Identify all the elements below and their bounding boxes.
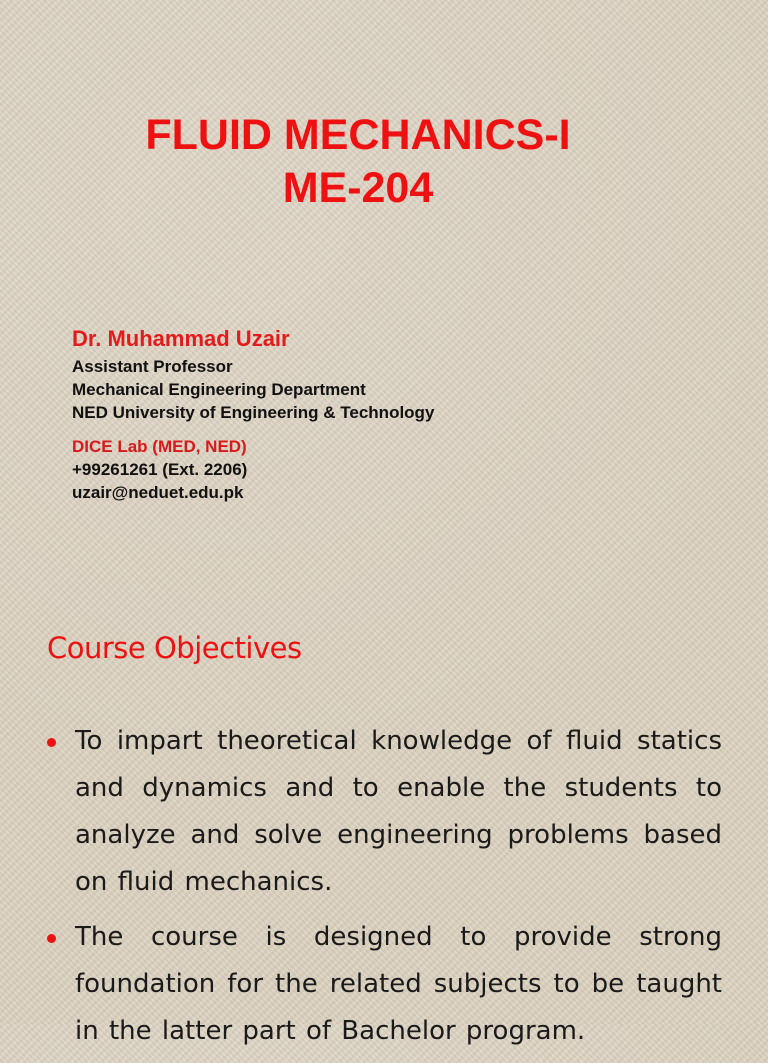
instructor-info [72, 325, 434, 504]
section-heading: Course Objectives [47, 631, 302, 665]
instructor-position: Assistant Professor [72, 357, 233, 376]
bullet-icon [47, 934, 56, 943]
list-item [47, 718, 722, 906]
bullet-icon [47, 738, 56, 747]
course-title: FLUID MECHANICS-I [145, 111, 571, 159]
bullet-text: The course is designed to provide strong foundation for the related subjects to be taught in the latter part of Bachelor program. [75, 922, 722, 1046]
instructor-name: Dr. Muhammad Uzair [72, 326, 290, 351]
bullet-text: To impart theoretical knowledge of fluid statics and dynamics and to enable the students to analyze and solve engineering problems based on fluid mechanics. [75, 726, 722, 897]
list-item [47, 914, 722, 1055]
instructor-email: uzair@neduet.edu.pk [72, 483, 244, 502]
instructor-university: NED University of Engineering & Technology [72, 403, 435, 422]
instructor-department: Mechanical Engineering Department [72, 380, 366, 399]
objectives-list [47, 718, 722, 1063]
instructor-lab: DICE Lab (MED, NED) [72, 437, 247, 456]
instructor-phone: +99261261 (Ext. 2206) [72, 460, 248, 479]
course-code: ME-204 [282, 164, 434, 212]
objectives-slide [0, 610, 768, 1046]
